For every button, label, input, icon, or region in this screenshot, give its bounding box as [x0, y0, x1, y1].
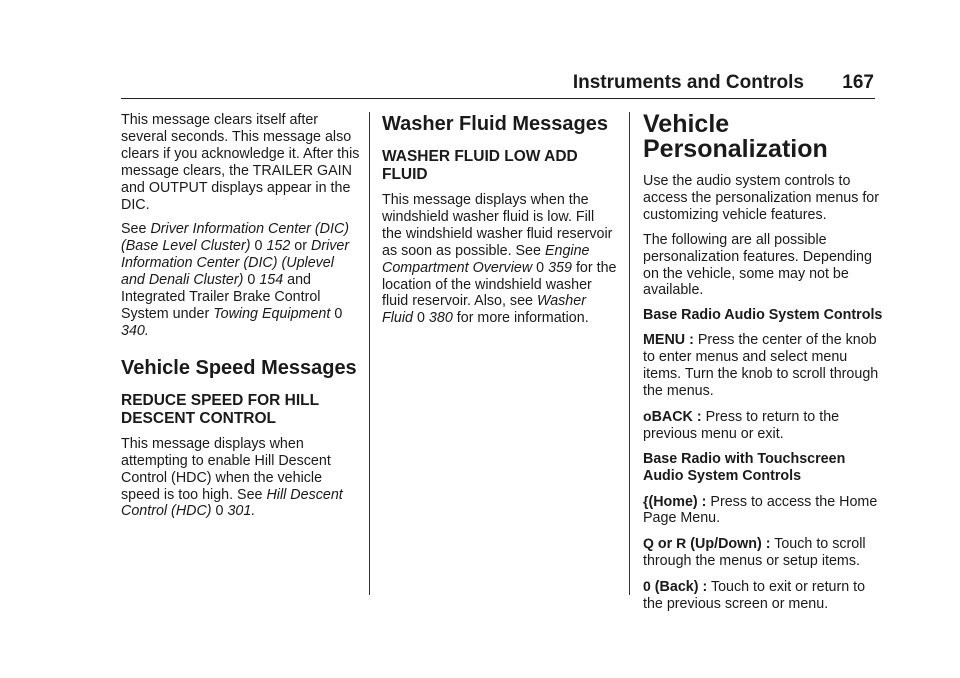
column-divider-2: [629, 112, 630, 595]
washer-body-b: for the location of the windshield washer fluid reservoir. Also, see: [382, 259, 617, 310]
back-circle-icon: o: [643, 407, 652, 424]
and-word: and: [287, 272, 312, 289]
personalization-intro-1: Use the audio system controls to access the personalization menus for customizing vehicle features.: [643, 173, 880, 223]
back-item: [643, 408, 883, 443]
menu-item: [643, 332, 883, 400]
washer-body-c: for more information.: [456, 310, 589, 327]
link-towing-page[interactable]: 340.: [121, 322, 149, 339]
washer-text: [382, 192, 617, 327]
heading-washer-fluid: Washer Fluid Messages: [382, 113, 608, 135]
link-engine-compartment[interactable]: Engine Compartment Overview: [382, 242, 590, 276]
heading-washer-low: WASHER FLUID LOW ADD FLUID: [382, 148, 578, 183]
page-ref-symbol: 0: [416, 310, 425, 327]
heading-reduce-speed: REDUCE SPEED FOR HILL DESCENT CONTROL: [121, 391, 319, 427]
trailer-message-text: This message clears itself after several seconds. This message also clears if you acknowledge it. After this message clears, the TRAILER GAIN and OUTPUT displays appear in the DIC.: [121, 112, 360, 213]
up-arrow-icon: Q: [643, 535, 654, 552]
link-engine-compartment-page[interactable]: 359: [548, 259, 572, 276]
heading-base-radio: Base Radio Audio System Controls: [643, 307, 883, 324]
washer-body-a: This message displays when the windshield washer fluid is low. Fill the windshield washer fluid reservoir as soon as possible. See: [382, 192, 613, 259]
or-word: or: [657, 536, 673, 553]
heading-vehicle-speed: Vehicle Speed Messages: [121, 356, 357, 379]
link-dic-uplevel[interactable]: Driver Information Center (DIC) (Uplevel and Denali Cluster): [121, 238, 350, 289]
see-references: [121, 221, 361, 339]
home-text: Press to access the Home Page Menu.: [643, 493, 878, 527]
heading-touchscreen-radio: Base Radio with Touchscreen Audio System Controls: [643, 450, 846, 484]
column-2: [382, 112, 617, 335]
link-washer-fluid[interactable]: Washer Fluid: [382, 293, 586, 327]
link-hdc[interactable]: Hill Descent Control (HDC): [121, 486, 343, 520]
page-ref-symbol: 0: [334, 305, 343, 322]
link-washer-fluid-page[interactable]: 380: [428, 310, 453, 327]
or-word: or: [294, 238, 308, 255]
reduce-speed-text: [121, 436, 361, 521]
link-towing[interactable]: Towing Equipment: [213, 305, 331, 322]
page-ref-symbol: 0: [247, 272, 256, 289]
page-ref-symbol: 0: [215, 503, 224, 520]
header-rule: [121, 98, 875, 99]
personalization-intro-2: The following are all possible personalization features. Depending on the vehicle, some may not be available.: [643, 231, 872, 299]
page-ref-symbol: 0: [536, 259, 545, 276]
column-1: [121, 112, 361, 528]
menu-text: Press the center of the knob to enter menus and select menu items. Turn the knob to scroll through the menus.: [643, 332, 879, 399]
column-divider-1: [369, 112, 370, 595]
link-dic-base[interactable]: Driver Information Center (DIC) (Base Level Cluster): [121, 221, 350, 255]
back-arrow-text: Touch to exit or return to the previous screen or menu.: [643, 579, 866, 613]
back-arrow-item: [643, 578, 883, 613]
link-dic-uplevel-page[interactable]: 154: [259, 272, 284, 289]
back-label: BACK :: [651, 408, 702, 425]
page-number: 167: [842, 72, 874, 93]
updown-item: [643, 535, 883, 570]
back-text: Press to return to the previous menu or exit.: [643, 408, 840, 442]
under-word: under: [172, 305, 210, 322]
back-arrow-icon: 0: [643, 578, 651, 595]
down-arrow-icon: R: [676, 535, 687, 552]
running-header-title: Instruments and Controls: [572, 72, 804, 93]
back-arrow-label: (Back) :: [654, 579, 708, 596]
see-lead: See: [121, 221, 147, 238]
updown-text: Touch to scroll through the menus or setup items.: [643, 536, 866, 570]
page-header: [0, 0, 960, 98]
home-label: (Home) :: [648, 493, 707, 510]
updown-label: (Up/Down) :: [690, 536, 771, 553]
link-dic-base-page[interactable]: 152: [266, 238, 291, 255]
reduce-speed-body: This message displays when attempting to enable Hill Descent Control (HDC) when the vehicle speed is too high. See: [121, 435, 331, 503]
home-icon: {: [643, 492, 649, 509]
link-hdc-page[interactable]: 301.: [227, 503, 256, 520]
page-ref-symbol: 0: [254, 238, 263, 255]
itbc-reference: Integrated Trailer Brake Control System: [121, 289, 321, 322]
menu-label: MENU :: [643, 332, 694, 349]
home-item: [643, 493, 883, 528]
heading-vehicle-personalization: Vehicle Personalization: [643, 110, 828, 163]
column-3: [643, 112, 883, 621]
